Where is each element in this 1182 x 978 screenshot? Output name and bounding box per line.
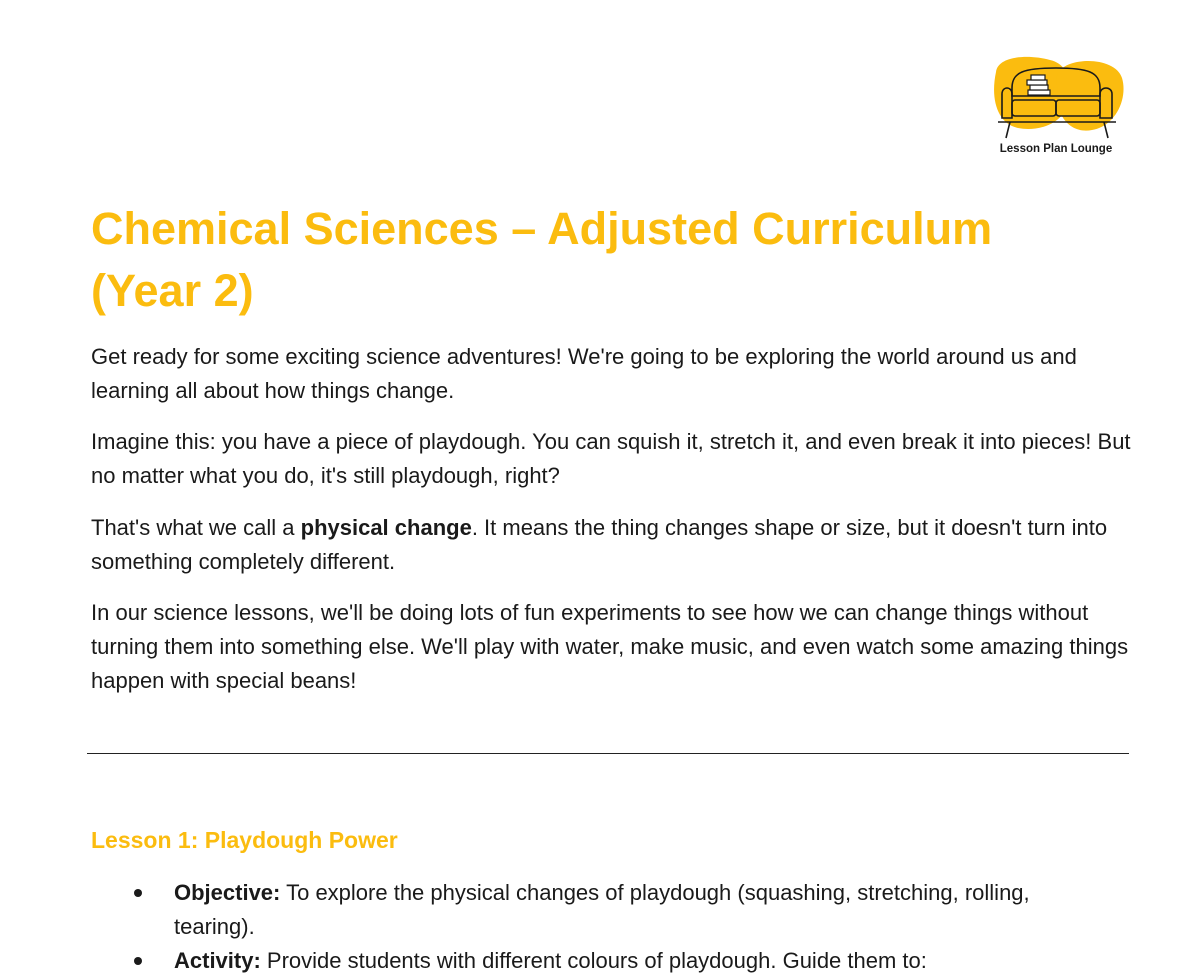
list-item [0, 944, 1094, 978]
bullet-dot-icon [134, 957, 142, 965]
lesson-1-heading: Lesson 1: Playdough Power [91, 827, 398, 853]
intro-paragraph-1: Get ready for some exciting science adventures! We're going to be exploring the world around us and learning all about how things change. [91, 344, 1077, 403]
section-divider [87, 753, 1129, 754]
intro-paragraph-4: In our science lessons, we'll be doing lots of fun experiments to see how we can change things without turning them into something else. We'll play with water, make music, and even watch some amazing things happen with special beans! [91, 600, 1129, 693]
bullet-dot-icon [134, 889, 142, 897]
logo-text: Lesson Plan Lounge [999, 143, 1113, 155]
objective-text: To explore the physical changes of playdough (squashing, stretching, rolling, tearing). [174, 880, 1030, 939]
activity-text: Provide students with different colours of playdough. Guide them to: [260, 948, 927, 973]
brand-logo [988, 52, 1128, 162]
paragraph-3-rest: . It means the thing changes shape or size, but it doesn't turn into something completely different. [91, 515, 1108, 574]
paragraph-3-lead: That's what we call a [91, 515, 301, 540]
intro-paragraph-3 [91, 511, 1136, 579]
list-item [0, 876, 1094, 944]
physical-change-term: physical change [300, 515, 472, 540]
lesson-1-details [0, 876, 1182, 978]
intro-paragraph-2: Imagine this: you have a piece of playdough. You can squish it, stretch it, and even break it into pieces! But no matter what you do, it's still playdough, right? [91, 429, 1131, 488]
document-title: Chemical Sciences – Adjusted Curriculum (Year 2) [91, 203, 993, 316]
sofa-with-books-icon [988, 52, 1128, 142]
activity-label: Activity: [174, 948, 261, 973]
objective-label: Objective: [174, 880, 281, 905]
